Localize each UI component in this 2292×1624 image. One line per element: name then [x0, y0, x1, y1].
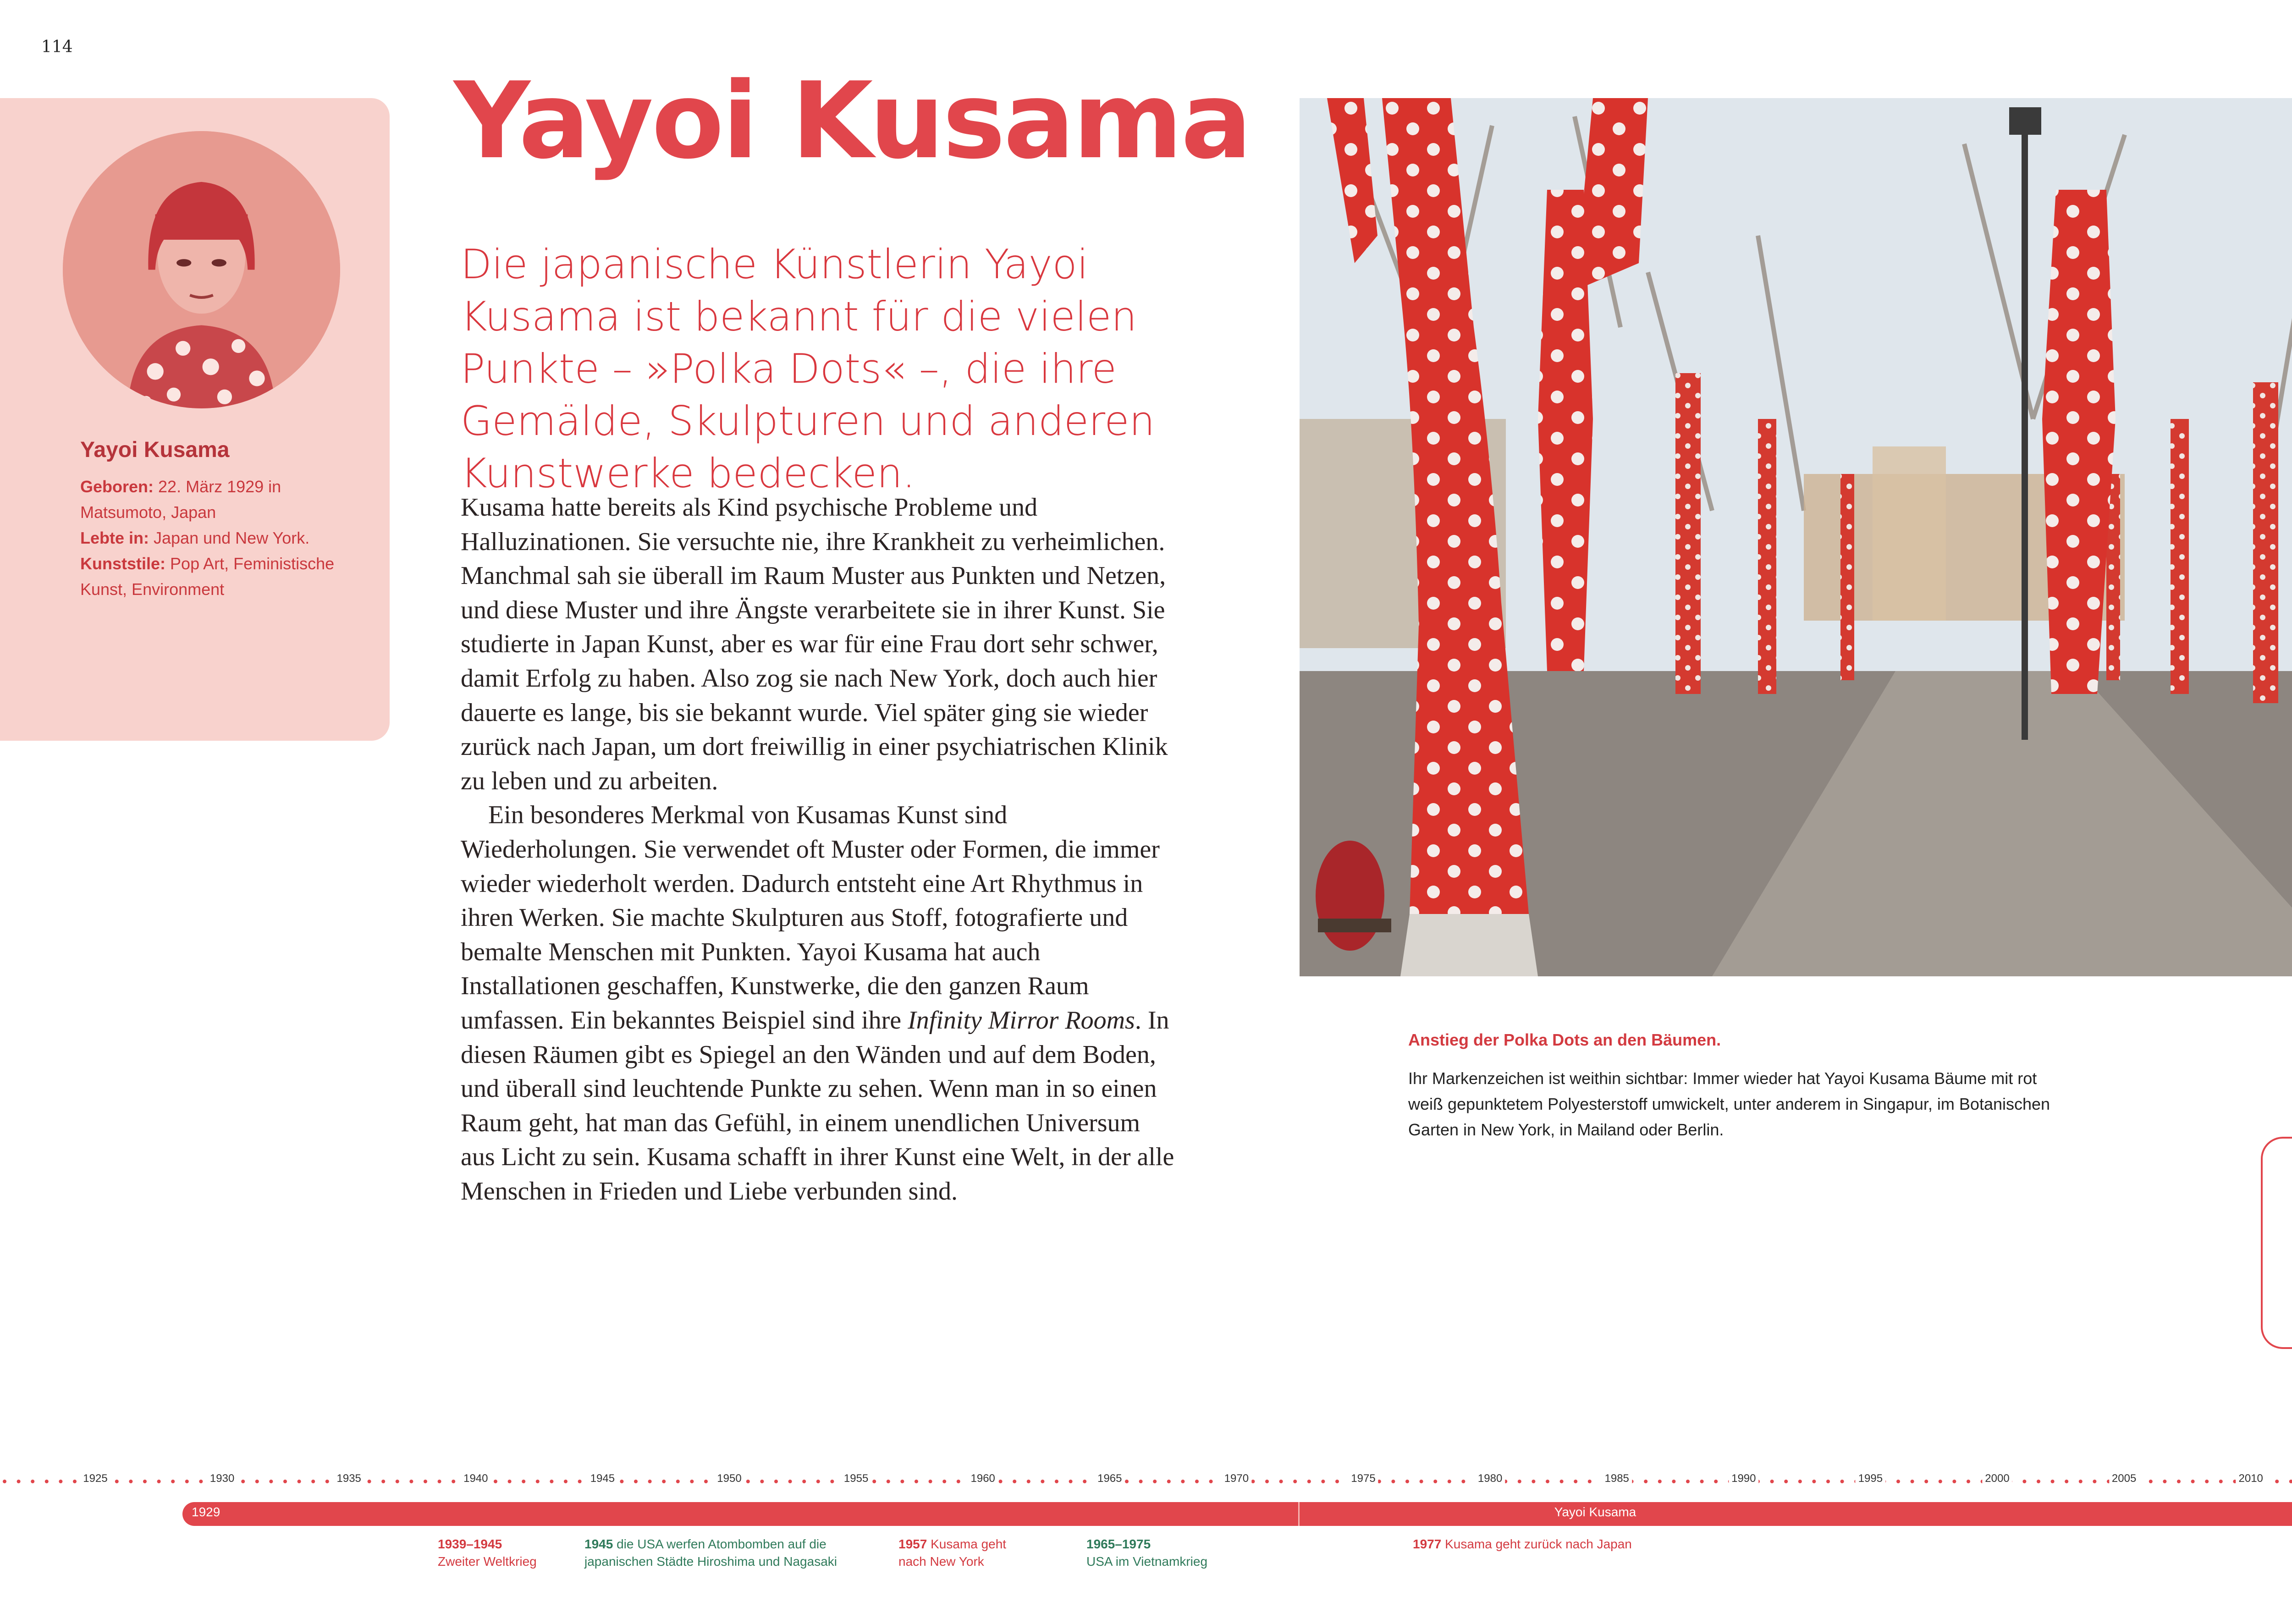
event-text: Kusama geht nach New York	[898, 1537, 1007, 1569]
body-text	[461, 490, 1176, 1208]
event-year: 1939–1945	[438, 1537, 502, 1551]
born-label: Geboren:	[80, 477, 154, 496]
event-year: 1977	[1413, 1537, 1442, 1551]
timeline	[0, 1458, 2292, 1624]
event-text: Kusama geht zurück nach Japan	[1445, 1537, 1632, 1551]
artist-portrait	[63, 131, 340, 408]
timeline-year-label: 1955	[841, 1472, 871, 1485]
polka-dot-trees-photo	[1300, 98, 2292, 976]
lifespan-name-label: Yayoi Kusama	[1554, 1505, 1636, 1519]
timeline-year-label: 1925	[80, 1472, 110, 1485]
profile-name: Yayoi Kusama	[80, 438, 230, 462]
tip-box	[2261, 1137, 2292, 1349]
timeline-year-label: 1935	[334, 1472, 364, 1485]
timeline-year-label: 1975	[1348, 1472, 1378, 1485]
timeline-year-label: 1960	[968, 1472, 997, 1485]
profile-facts	[80, 474, 337, 602]
event-year: 1965–1975	[1086, 1537, 1151, 1551]
timeline-year-label: 1965	[1095, 1472, 1124, 1485]
timeline-year-label: 1995	[1856, 1472, 1885, 1485]
page-number-left: 114	[41, 38, 73, 56]
timeline-year-label: 1985	[1602, 1472, 1631, 1485]
timeline-year-label: 1990	[1729, 1472, 1758, 1485]
lived-value: Japan und New York.	[154, 528, 310, 547]
timeline-event	[1086, 1536, 1242, 1570]
lived-label: Lebte in:	[80, 528, 149, 547]
body-paragraph-2-end: . In diesen Räumen gibt es Spiegel an den Wänden und auf dem Boden, und überall sind leuchtende Punkte zu sehen. Wenn man in so einen Raum geht, hat man das Gefühl, in einem unendlichen Universum aus Licht zu sein. Kusama schafft in ihrer Kunst eine Welt, in der alle Menschen in Frieden und Liebe verbunden sind.	[461, 1006, 1174, 1206]
timeline-year-label: 1970	[1222, 1472, 1251, 1485]
caption-title: Anstieg der Polka Dots an den Bäumen.	[1408, 1030, 1721, 1049]
timeline-year-label: 1945	[588, 1472, 617, 1485]
timeline-year-label: 1980	[1475, 1472, 1505, 1485]
event-text: die USA werfen Atombomben auf die japanischen Städte Hiroshima und Nagasaki	[584, 1537, 837, 1569]
timeline-year-label: 1950	[714, 1472, 744, 1485]
lead-paragraph: Die japanische Künstlerin Yayoi Kusama ist bekannt für die vielen Punkte – »Polka Dots« –, die ihre Gemälde, Skulpturen und anderen Kunstwerke bedecken.	[461, 241, 1155, 497]
timeline-year-label: 1940	[461, 1472, 490, 1485]
timeline-event	[584, 1536, 841, 1570]
timeline-year-label: 2005	[2109, 1472, 2139, 1485]
page-title: Yayoi Kusama	[454, 60, 1251, 182]
photo-illustration	[1300, 98, 2292, 976]
event-year: 1945	[584, 1537, 613, 1551]
event-year: 1957	[898, 1537, 927, 1551]
timeline-year-label: 2010	[2236, 1472, 2265, 1485]
body-paragraph-2-start: Ein besonderes Merkmal von Kusamas Kunst sind Wiederholungen. Sie verwendet oft Muster oder Formen, die immer wieder wiederholt werden. Dadurch entsteht eine Art Rhythmus in ihren Werken. Sie machte Skulpturen aus Stoff, fotografierte und bemalte Menschen mit Punkten. Yayoi Kusama hat auch Installationen geschaffen, Kunstwerke, die den ganzen Raum umfassen. Ein bekanntes Beispiel sind ihre	[461, 801, 1160, 1035]
event-text: Zweiter Weltkrieg	[438, 1554, 537, 1569]
body-paragraph-2-italic: Infinity Mirror Rooms	[908, 1006, 1135, 1035]
lifespan-start-label: 1929	[192, 1505, 220, 1519]
styles-value: Pop Art, Feministische Kunst, Environment	[80, 554, 335, 599]
lifespan-bar-divider	[1298, 1502, 1300, 1526]
timeline-year-label: 2000	[1982, 1472, 2012, 1485]
born-value: 22. März 1929 in Matsumoto, Japan	[80, 477, 281, 522]
timeline-event	[438, 1536, 575, 1570]
caption-text: Ihr Markenzeichen ist weithin sichtbar: Immer wieder hat Yayoi Kusama Bäume mit rot weiß gepunktetem Polyesterstoff umwickelt, unter anderem in Singapur, im Botanischen Garten in New York, in Mailand oder Berlin.	[1408, 1069, 2050, 1139]
timeline-event	[898, 1536, 1036, 1570]
timeline-year-label: 1930	[207, 1472, 237, 1485]
lifespan-bar	[182, 1502, 2292, 1526]
event-text: USA im Vietnamkrieg	[1086, 1554, 1208, 1569]
body-paragraph-1: Kusama hatte bereits als Kind psychische Probleme und Halluzinationen. Sie versuchte nie, ihre Krankheit zu verheimlichen. Manchmal sah sie überall im Raum Muster aus Punkten und Netzen, und diese Muster und ihre Ängste verarbeitete sie in ihrer Kunst. Sie studierte in Japan Kunst, aber es war für eine Frau dort sehr schwer, damit Erfolg zu haben. Also zog sie nach New York, doch auch hier dauerte es lange, bis sie bekannt wurde. Viel später ging sie wieder zurück nach Japan, um dort freiwillig in einer psychiatrischen Klinik zu leben und zu arbeiten.	[461, 493, 1168, 795]
body-paragraph-2	[461, 798, 1176, 1208]
portrait-illustration	[63, 131, 340, 408]
styles-label: Kunststile:	[80, 554, 166, 573]
timeline-event	[1413, 1536, 1734, 1553]
profile-card	[0, 98, 390, 741]
